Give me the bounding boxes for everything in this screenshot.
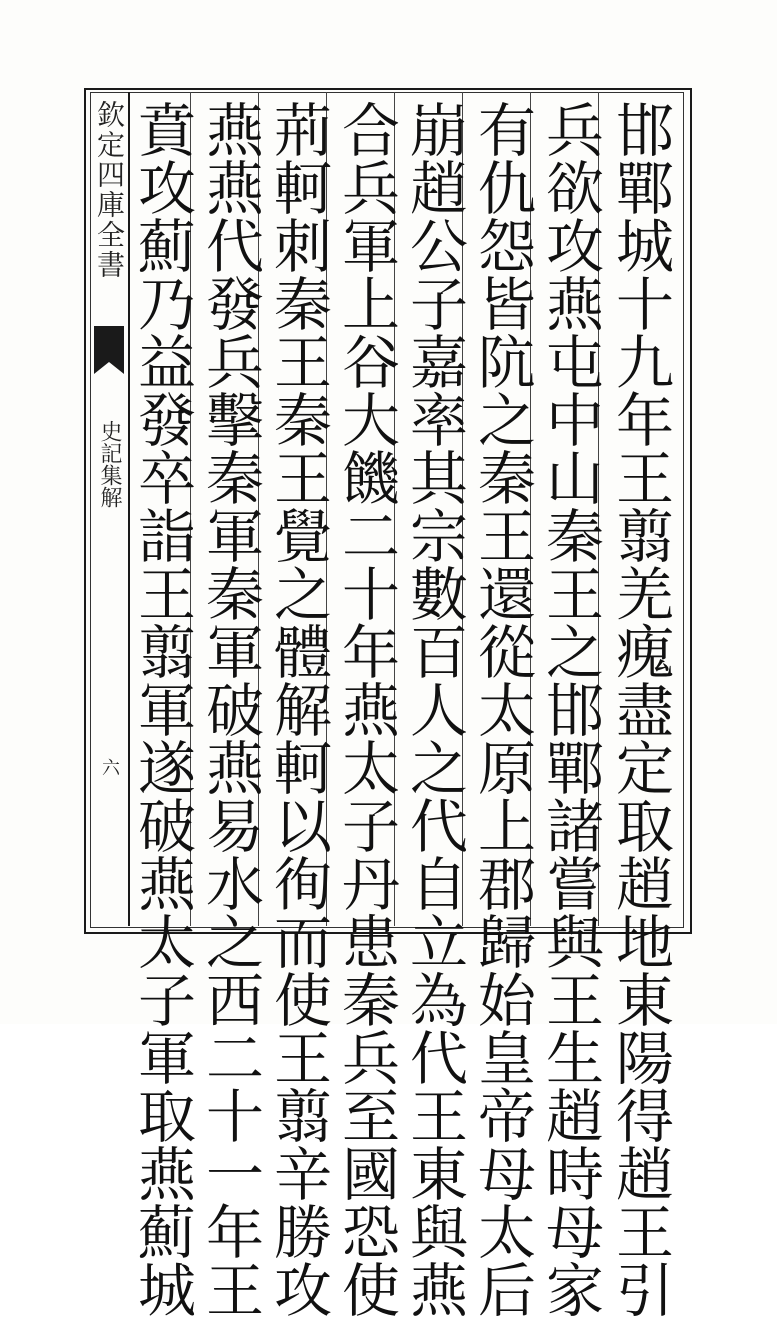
page-number: 六 [99,758,120,776]
section-title: 史記集解 [97,420,122,508]
text-column-3: 有仇怨皆阬之秦王還從太原上郡歸始皇帝母太后 [468,100,536,1318]
book-title: 欽定四庫全書 [93,100,126,280]
text-column-8: 賁攻薊乃益發卒詣王翦軍遂破燕太子軍取燕薊城 [128,100,196,1318]
text-column-6: 荊軻刺秦王秦王覺之體解軻以徇而使王翦辛勝攻 [264,100,332,1318]
text-column-4: 崩趙公子嘉率其宗數百人之代自立為代王東與燕 [400,100,468,1318]
text-column-5: 合兵軍上谷大饑二十年燕太子丹患秦兵至國恐使 [332,100,400,1318]
text-column-1: 邯鄲城十九年王翦羌瘣盡定取趙地東陽得趙王引 [606,100,674,1318]
text-column-7: 燕燕代發兵擊秦軍秦軍破燕易水之西二十一年王 [196,100,264,1318]
text-column-2: 兵欲攻燕屯中山秦王之邯鄲諸嘗與王生趙時母家 [536,100,604,1318]
